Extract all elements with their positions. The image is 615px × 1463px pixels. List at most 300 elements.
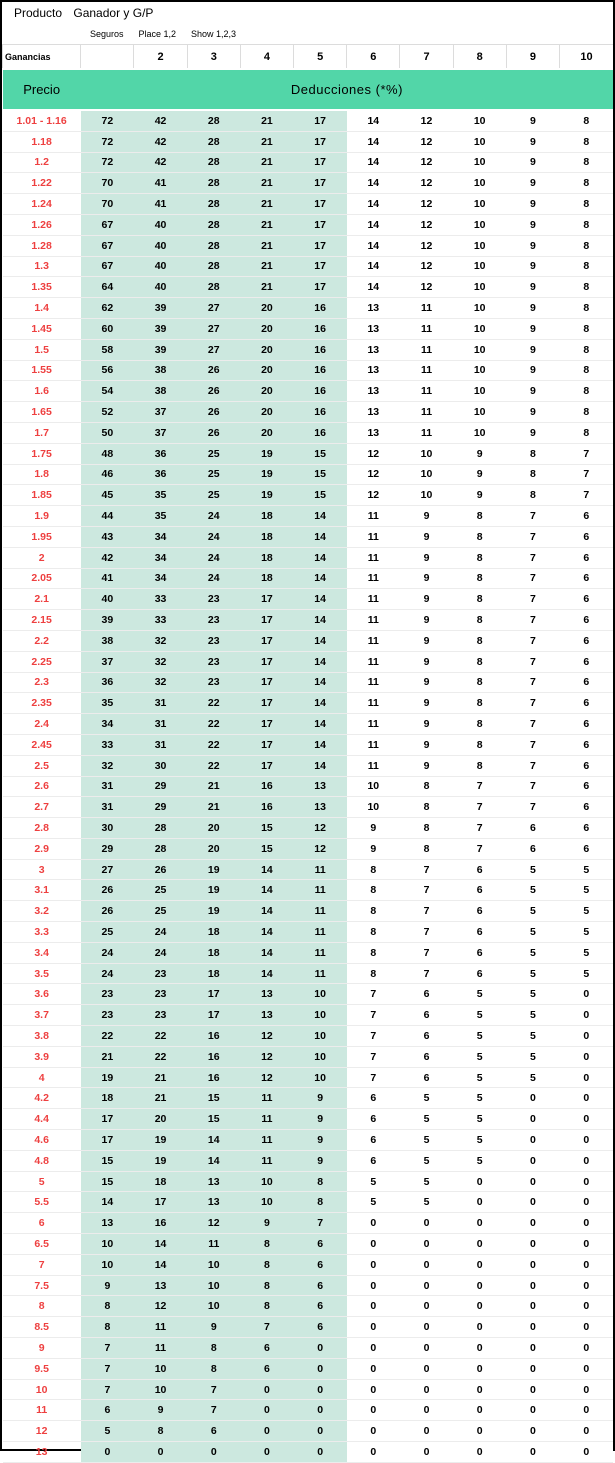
table-row [3,1088,614,1109]
deduction-cell: 8 [559,422,613,443]
price-cell: 6.5 [3,1234,81,1255]
deduction-cell: 10 [400,485,453,506]
deduction-cell: 13 [294,797,347,818]
deduction-cell: 5 [506,1067,559,1088]
deduction-cell: 18 [240,506,293,527]
price-cell: 5 [3,1171,81,1192]
deduction-cell: 16 [294,360,347,381]
price-cell: 4.4 [3,1109,81,1130]
price-cell: 1.01 - 1.16 [3,110,81,131]
deduction-cell: 0 [240,1442,293,1463]
deduction-cell: 0 [559,1317,613,1338]
deduction-cell: 8 [347,880,400,901]
deduction-cell: 10 [187,1254,240,1275]
deduction-cell: 14 [187,1130,240,1151]
deduction-cell: 20 [134,1109,187,1130]
deduction-cell: 34 [134,568,187,589]
deduction-cell: 14 [294,734,347,755]
deduction-cell: 6 [453,901,506,922]
deduction-cell: 6 [453,880,506,901]
deduction-cell: 8 [240,1254,293,1275]
deduction-cell: 8 [347,901,400,922]
deduction-cell: 6 [559,651,613,672]
deduction-cell: 18 [187,963,240,984]
deduction-cell: 11 [347,714,400,735]
deduction-cell: 10 [453,298,506,319]
deduction-cell: 10 [294,1005,347,1026]
deduction-cell: 8 [559,339,613,360]
price-cell: 2.15 [3,610,81,631]
deduction-cell: 43 [81,526,134,547]
deduction-cell: 0 [506,1296,559,1317]
price-cell: 4.2 [3,1088,81,1109]
deduction-cell: 14 [240,859,293,880]
deduction-cell: 12 [294,818,347,839]
deduction-cell: 28 [187,131,240,152]
deduction-cell: 24 [81,963,134,984]
deduction-cell: 10 [453,131,506,152]
table-row [3,1005,614,1026]
deduction-cell: 5 [453,1005,506,1026]
deduction-cell: 39 [134,339,187,360]
deduction-cell: 8 [559,277,613,298]
deduction-cell: 39 [134,298,187,319]
deduction-cell: 9 [400,589,453,610]
deduction-cell: 62 [81,298,134,319]
deduction-cell: 8 [81,1317,134,1338]
deduction-cell: 8 [506,464,559,485]
deduction-cell: 42 [134,110,187,131]
deduction-cell: 20 [240,339,293,360]
table-row [3,734,614,755]
deduction-cell: 11 [347,672,400,693]
deduction-cell: 28 [187,256,240,277]
deduction-cell: 8 [506,443,559,464]
deduction-cell: 23 [187,630,240,651]
deduction-cell: 67 [81,235,134,256]
deduction-cell: 34 [134,547,187,568]
price-cell: 2.6 [3,776,81,797]
deduction-cell: 0 [506,1130,559,1151]
deduction-cell: 10 [134,1358,187,1379]
deduction-cell: 6 [294,1275,347,1296]
deduction-cell: 50 [81,422,134,443]
deduction-cell: 7 [400,942,453,963]
deduction-cell: 14 [134,1234,187,1255]
price-cell: 2.5 [3,755,81,776]
table-row [3,1254,614,1275]
deduction-cell: 9 [506,422,559,443]
deduction-cell: 40 [134,277,187,298]
deduction-cell: 16 [134,1213,187,1234]
table-row [3,194,614,215]
deduction-cell: 0 [453,1213,506,1234]
deduction-cell: 8 [453,526,506,547]
price-cell: 3.9 [3,1046,81,1067]
table-row [3,1275,614,1296]
price-cell: 7 [3,1254,81,1275]
deduction-cell: 0 [81,1442,134,1463]
deduction-cell: 7 [506,693,559,714]
deduction-cell: 19 [187,901,240,922]
deduction-cell: 8 [187,1338,240,1359]
deduction-cell: 9 [506,256,559,277]
table-row [3,589,614,610]
deduction-cell: 0 [453,1379,506,1400]
deduction-cell: 0 [347,1421,400,1442]
deducciones-band [3,69,614,110]
deduction-cell: 0 [506,1234,559,1255]
deduction-cell: 8 [347,942,400,963]
deduction-cell: 46 [81,464,134,485]
deduction-cell: 7 [347,1026,400,1047]
deduction-cell: 15 [294,464,347,485]
deduction-cell: 19 [240,464,293,485]
deduction-cell: 21 [240,152,293,173]
deduction-cell: 0 [347,1296,400,1317]
deduction-cell: 72 [81,110,134,131]
deduction-cell: 6 [559,610,613,631]
deduction-cell: 8 [347,922,400,943]
deduction-cell: 26 [187,402,240,423]
deduction-cell: 9 [134,1400,187,1421]
table-row [3,1213,614,1234]
deduction-cell: 11 [347,506,400,527]
deduction-cell: 9 [240,1213,293,1234]
deduction-cell: 0 [294,1358,347,1379]
deduction-cell: 10 [294,1026,347,1047]
deduction-cell: 40 [134,214,187,235]
deduction-cell: 14 [347,131,400,152]
deduction-cell: 9 [506,235,559,256]
deduction-cell: 28 [187,110,240,131]
deduction-cell: 22 [187,755,240,776]
deduction-cell: 0 [347,1358,400,1379]
deduction-cell: 0 [400,1421,453,1442]
deduction-cell: 14 [294,568,347,589]
deduction-cell: 9 [506,381,559,402]
deduction-cell: 13 [187,1171,240,1192]
deduction-cell: 9 [506,402,559,423]
deduction-cell: 6 [453,963,506,984]
deduction-cell: 9 [506,339,559,360]
deduction-cell: 5 [506,1005,559,1026]
deduction-cell: 9 [294,1088,347,1109]
deduction-cell: 7 [81,1338,134,1359]
deduction-cell: 15 [81,1171,134,1192]
deduction-cell: 5 [506,901,559,922]
deduction-cell: 6 [453,922,506,943]
deduction-cell: 6 [294,1234,347,1255]
deduction-cell: 28 [187,173,240,194]
deduction-cell: 12 [240,1046,293,1067]
table-row [3,818,614,839]
deduction-cell: 14 [347,256,400,277]
deduction-cell: 30 [134,755,187,776]
deduction-cell: 22 [187,714,240,735]
deduction-cell: 21 [240,256,293,277]
deduction-cell: 9 [347,818,400,839]
table-row [3,1296,614,1317]
table-row [3,173,614,194]
deduction-cell: 8 [559,214,613,235]
deduction-cell: 12 [187,1213,240,1234]
deduction-cell: 26 [81,880,134,901]
deduction-cell: 8 [240,1234,293,1255]
deduction-cell: 28 [187,277,240,298]
deduction-cell: 11 [347,630,400,651]
price-cell: 4 [3,1067,81,1088]
deduction-cell: 9 [400,672,453,693]
deduction-cell: 11 [240,1130,293,1151]
deduction-cell: 7 [506,589,559,610]
deduction-cell: 0 [506,1317,559,1338]
deduction-cell: 0 [347,1275,400,1296]
deduction-cell: 11 [400,318,453,339]
price-cell: 1.8 [3,464,81,485]
price-cell: 1.2 [3,152,81,173]
deduction-cell: 31 [81,776,134,797]
deduction-cell: 10 [453,152,506,173]
deduction-cell: 0 [347,1400,400,1421]
table-row [3,1317,614,1338]
deduction-cell: 12 [347,464,400,485]
deduction-cell: 0 [453,1421,506,1442]
deduction-cell: 6 [81,1400,134,1421]
deduction-cell: 0 [400,1254,453,1275]
deduction-cell: 12 [400,173,453,194]
deduction-cell: 0 [559,1171,613,1192]
deduction-cell: 6 [347,1130,400,1151]
deduction-cell: 9 [506,173,559,194]
deduction-cell: 0 [400,1296,453,1317]
seguros-info [2,24,613,44]
price-cell: 3.8 [3,1026,81,1047]
deduction-cell: 0 [506,1358,559,1379]
deduction-cell: 9 [506,214,559,235]
deduction-cell: 14 [240,880,293,901]
deduction-cell: 9 [400,651,453,672]
deduction-cell: 27 [187,318,240,339]
price-cell: 1.22 [3,173,81,194]
deduction-cell: 28 [134,818,187,839]
deduction-cell: 0 [506,1109,559,1130]
price-cell: 1.18 [3,131,81,152]
price-cell: 3.3 [3,922,81,943]
deduction-cell: 5 [400,1171,453,1192]
price-cell: 6 [3,1213,81,1234]
deduction-cell: 10 [240,1171,293,1192]
deduction-cell: 5 [453,1067,506,1088]
deduction-cell: 33 [81,734,134,755]
deduction-cell: 23 [187,589,240,610]
deduction-cell: 24 [187,568,240,589]
deduction-cell: 7 [559,485,613,506]
deduction-cell: 17 [294,194,347,215]
deduction-cell: 7 [506,630,559,651]
deduction-cell: 5 [506,1026,559,1047]
column-header: 9 [506,45,559,70]
deduction-cell: 0 [134,1442,187,1463]
deduction-cell: 13 [347,360,400,381]
table-row [3,214,614,235]
price-cell: 3.6 [3,984,81,1005]
deduction-cell: 21 [240,131,293,152]
deduction-cell: 0 [400,1442,453,1463]
deduction-cell: 14 [347,173,400,194]
deduction-cell: 8 [187,1358,240,1379]
price-cell: 1.85 [3,485,81,506]
deduction-cell: 0 [453,1296,506,1317]
column-header: 8 [453,45,506,70]
deduction-cell: 7 [400,922,453,943]
deduction-cell: 14 [294,589,347,610]
deduction-cell: 11 [294,963,347,984]
table-row [3,256,614,277]
show-label: Show 1,2,3 [191,29,237,39]
column-header: 4 [240,45,293,70]
deduction-cell: 0 [453,1442,506,1463]
deduction-cell: 19 [240,485,293,506]
table-row [3,318,614,339]
table-row [3,506,614,527]
deduction-cell: 0 [347,1379,400,1400]
deduction-cell: 17 [294,235,347,256]
deduction-cell: 0 [347,1442,400,1463]
deduction-cell: 12 [400,194,453,215]
deduction-cell: 0 [506,1254,559,1275]
deduction-cell: 16 [187,1067,240,1088]
deduction-cell: 8 [559,173,613,194]
table-row [3,1130,614,1151]
deduction-cell: 42 [81,547,134,568]
price-cell: 2.4 [3,714,81,735]
deduction-cell: 8 [559,381,613,402]
deduction-cell: 7 [506,755,559,776]
deduction-cell: 0 [559,1400,613,1421]
deduction-cell: 7 [453,838,506,859]
deduction-cell: 28 [134,838,187,859]
deduction-cell: 17 [294,214,347,235]
deduction-cell: 8 [506,485,559,506]
deduction-cell: 10 [453,214,506,235]
deduction-cell: 14 [187,1150,240,1171]
deduction-cell: 6 [559,838,613,859]
deduction-cell: 17 [294,110,347,131]
deduction-cell: 8 [453,651,506,672]
deduction-cell: 18 [134,1171,187,1192]
deduction-cell: 11 [400,339,453,360]
deduction-cell: 21 [134,1067,187,1088]
deduction-cell: 13 [347,381,400,402]
deduction-cell: 0 [400,1400,453,1421]
deduction-cell: 14 [347,235,400,256]
deduction-cell: 9 [506,194,559,215]
deduction-cell: 16 [294,339,347,360]
deduction-cell: 21 [187,776,240,797]
deduction-cell: 0 [559,1026,613,1047]
deduction-cell: 6 [559,672,613,693]
deduction-cell: 60 [81,318,134,339]
deduction-cell: 38 [134,381,187,402]
deduction-cell: 23 [187,672,240,693]
deduction-cell: 11 [294,942,347,963]
deduction-cell: 12 [134,1296,187,1317]
deduction-cell: 5 [506,859,559,880]
deduction-cell: 10 [453,381,506,402]
deduction-cell: 5 [453,984,506,1005]
table-row [3,339,614,360]
deduction-cell: 10 [453,194,506,215]
deduction-cell: 13 [347,422,400,443]
deduction-cell: 10 [187,1296,240,1317]
deduction-cell: 7 [506,776,559,797]
deduction-cell: 15 [240,838,293,859]
deduction-cell: 25 [187,443,240,464]
deduction-cell: 6 [294,1296,347,1317]
deduction-cell: 7 [400,880,453,901]
table-row [3,464,614,485]
deduction-cell: 36 [134,464,187,485]
deduction-cell: 5 [400,1088,453,1109]
deduction-cell: 8 [559,256,613,277]
price-cell: 3.2 [3,901,81,922]
deduction-cell: 11 [187,1234,240,1255]
deduction-cell: 0 [347,1254,400,1275]
table-row [3,984,614,1005]
deduction-cell: 6 [453,859,506,880]
price-cell: 3 [3,859,81,880]
deduction-cell: 0 [400,1275,453,1296]
deduction-cell: 6 [400,984,453,1005]
deduction-cell: 17 [240,755,293,776]
price-cell: 10 [3,1379,81,1400]
deduction-cell: 7 [559,464,613,485]
producto-value: Ganador y G/P [73,6,154,20]
deduction-cell: 5 [559,942,613,963]
deduction-cell: 18 [187,942,240,963]
deduction-cell: 8 [559,318,613,339]
deduction-cell: 20 [240,298,293,319]
deduction-cell: 7 [347,984,400,1005]
table-row [3,547,614,568]
deduction-cell: 22 [81,1026,134,1047]
table-row [3,922,614,943]
deduction-cell: 26 [81,901,134,922]
deduction-cell: 0 [559,984,613,1005]
deduction-cell: 11 [240,1109,293,1130]
deduction-cell: 9 [453,485,506,506]
deduction-cell: 21 [240,277,293,298]
deduction-cell: 6 [506,818,559,839]
deduction-cell: 21 [134,1088,187,1109]
deduction-cell: 0 [453,1171,506,1192]
deduction-cell: 6 [559,693,613,714]
table-row [3,1358,614,1379]
deduction-cell: 5 [453,1046,506,1067]
deduction-cell: 17 [240,610,293,631]
deduction-cell: 5 [347,1192,400,1213]
deduction-cell: 24 [81,942,134,963]
deduction-cell: 14 [294,610,347,631]
table-row [3,1234,614,1255]
deduction-cell: 28 [187,152,240,173]
deduction-cell: 8 [400,818,453,839]
price-cell: 2.8 [3,818,81,839]
deduction-cell: 12 [347,485,400,506]
price-cell: 2.05 [3,568,81,589]
deduction-cell: 7 [400,901,453,922]
